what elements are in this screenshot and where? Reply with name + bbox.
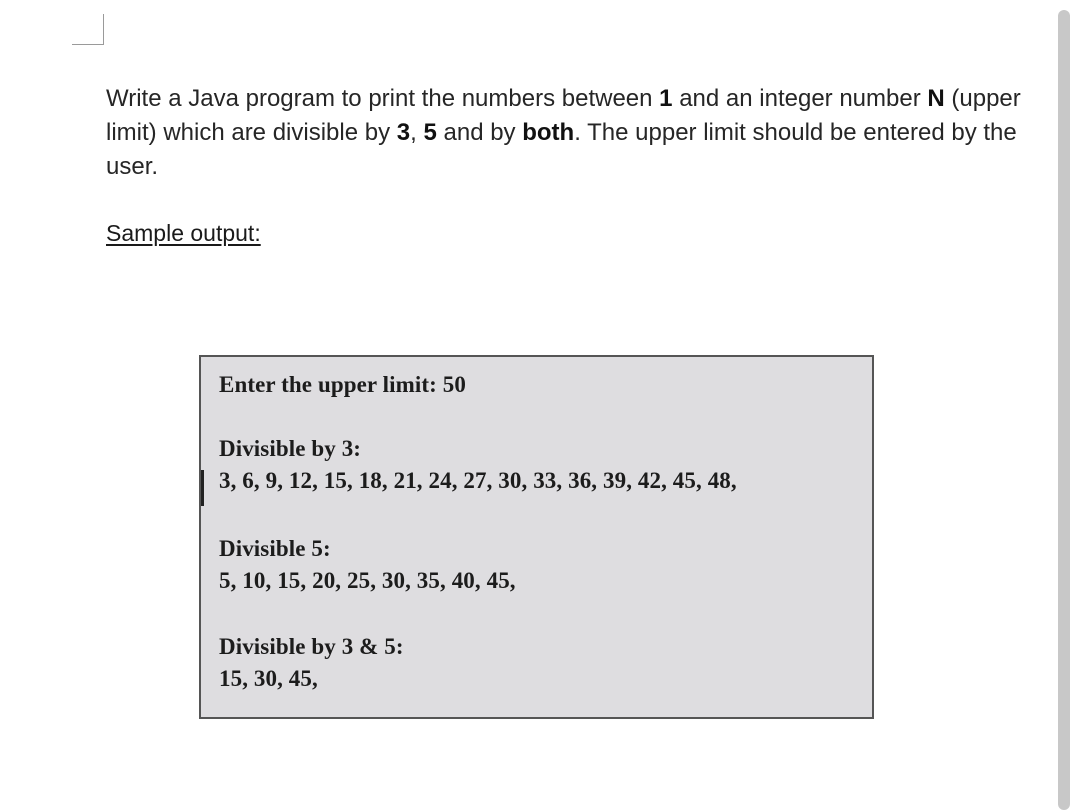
divisible-by-3-values: 3, 6, 9, 12, 15, 18, 21, 24, 27, 30, 33, 36, 39, 42, 45, 48, bbox=[219, 468, 737, 493]
divisible-by-5-values: 5, 10, 15, 20, 25, 30, 35, 40, 45, bbox=[219, 568, 516, 593]
question-part: N bbox=[927, 85, 945, 112]
sample-output-box bbox=[199, 355, 874, 719]
question-part: and an integer number bbox=[672, 85, 928, 112]
prompt-line: Enter the upper limit: 50 bbox=[219, 372, 466, 397]
page-corner-mark bbox=[72, 14, 104, 45]
question-part: 5 bbox=[423, 119, 437, 146]
scrollbar[interactable] bbox=[1058, 10, 1070, 810]
question-part: and by bbox=[436, 119, 523, 146]
question-part: (upper limit) which are divisible by bbox=[106, 85, 1021, 146]
question-part: 1 bbox=[659, 85, 673, 112]
question-part: . The upper limit should be entered by the user. bbox=[106, 119, 1017, 180]
question-part: Write a Java program to print the numbers between bbox=[106, 85, 660, 112]
divisible-by-3-and-5-values: 15, 30, 45, bbox=[219, 666, 318, 691]
divisible-by-3-and-5-label: Divisible by 3 & 5: bbox=[219, 634, 404, 659]
divisible-by-3-label: Divisible by 3: bbox=[219, 436, 362, 461]
question-part: both bbox=[522, 119, 575, 146]
question-part: , bbox=[410, 119, 424, 146]
question-part: 3 bbox=[396, 119, 411, 146]
sample-output-heading: Sample output: bbox=[106, 220, 261, 246]
divisible-by-5-label: Divisible 5: bbox=[219, 536, 331, 561]
text-cursor bbox=[201, 470, 204, 506]
question-text bbox=[106, 82, 1026, 184]
